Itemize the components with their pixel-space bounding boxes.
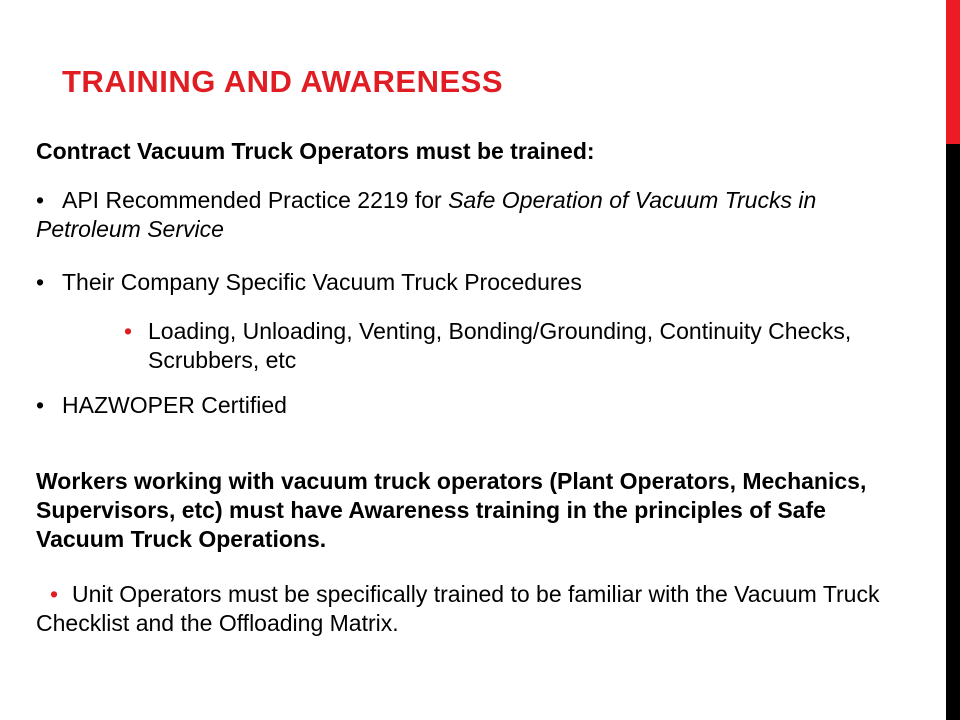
contract-operators-heading: Contract Vacuum Truck Operators must be trained: <box>36 138 595 164</box>
hazwoper-text: HAZWOPER Certified <box>62 392 287 418</box>
bullet-dot: • <box>36 269 45 295</box>
side-accent-bar-red <box>946 0 960 144</box>
api-practice-italic-title: Safe Operation of Vacuum Trucks in Petroleum Service <box>36 187 817 242</box>
loading-procedures-text: Loading, Unloading, Venting, Bonding/Grounding, Continuity Checks, Scrubbers, etc <box>148 318 852 373</box>
unit-operators-text: Unit Operators must be specifically trained to be familiar with the Vacuum Truck Checklist and the Offloading Matrix. <box>36 581 880 636</box>
subbullet-dot: • <box>124 318 133 344</box>
company-procedures-text: Their Company Specific Vacuum Truck Procedures <box>62 269 582 295</box>
awareness-training-paragraph: Workers working with vacuum truck operators (Plant Operators, Mechanics, Supervisors, etc) must have Awareness training in the principles of Safe Vacuum Truck Operations. <box>36 468 867 552</box>
bullet-dot: • <box>36 392 45 418</box>
slide-title: TRAINING AND AWARENESS <box>62 64 504 99</box>
bullet-company-procedures <box>36 268 856 297</box>
side-accent-bar-black <box>946 144 960 720</box>
bullet-dot: • <box>36 187 45 213</box>
bullet-dot: • <box>49 581 59 607</box>
bullet-hazwoper <box>36 391 287 420</box>
api-practice-text: API Recommended Practice 2219 for <box>62 187 449 213</box>
bullet-api-practice <box>36 186 856 244</box>
bullet-unit-operators <box>36 580 886 638</box>
subbullet-loading-procedures <box>124 317 884 375</box>
